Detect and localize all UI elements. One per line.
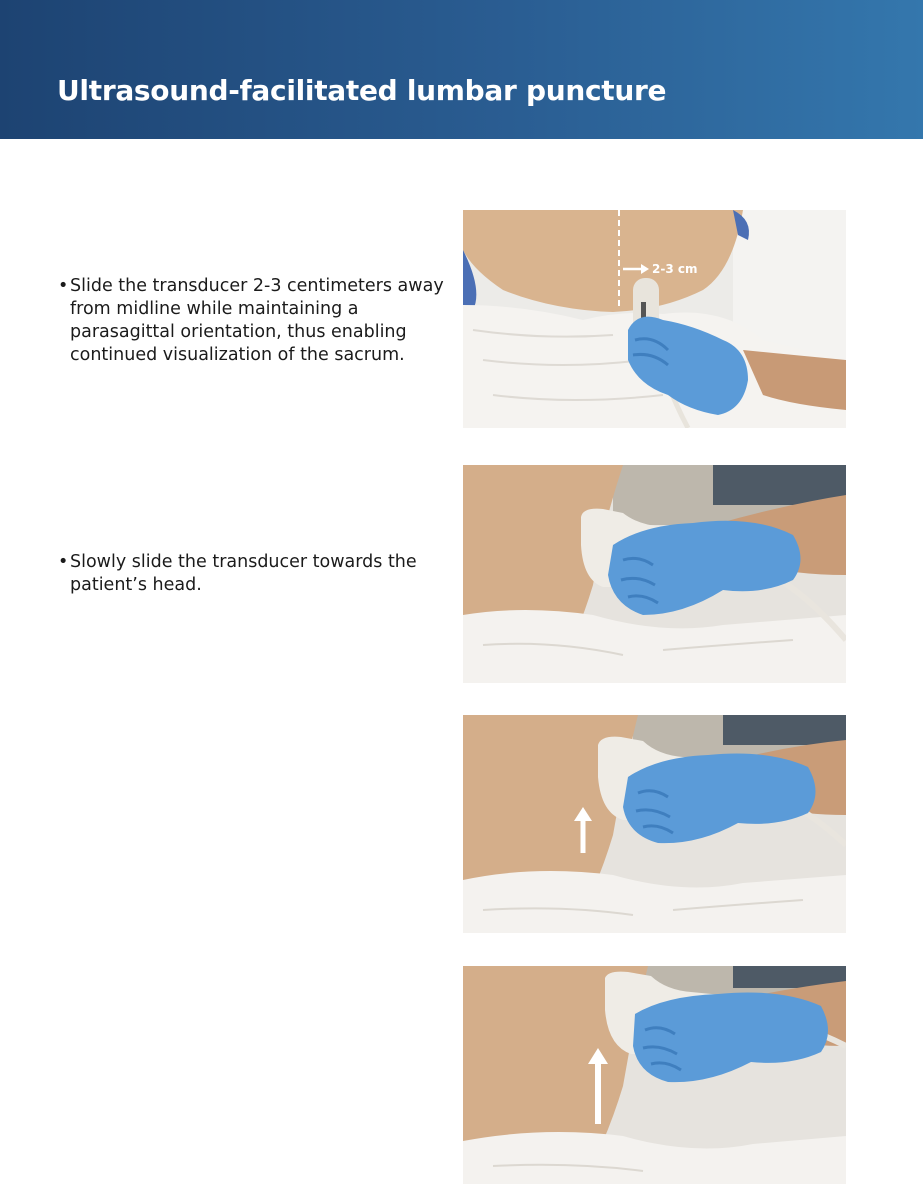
photo-transducer-slide-1 [463,715,846,933]
title-banner [0,0,923,139]
photo-transducer-side-view [463,465,846,683]
step-1-text [58,275,448,367]
photo-transducer-parasagittal [463,210,846,428]
step-2-text [58,551,448,597]
distance-label: 2-3 cm [652,262,698,276]
step-2-description: Slowly slide the transducer towards the patient’s head. [70,552,417,595]
page-title: Ultrasound-facilitated lumbar puncture [57,74,667,107]
photo-transducer-slide-2 [463,966,846,1184]
bullet-marker: • [58,276,69,296]
step-1-description: Slide the transducer 2-3 centimeters away from midline while maintaining a parasagittal orientation, thus enabling continued visualization of the sacrum. [70,276,444,365]
bullet-marker: • [58,552,69,572]
